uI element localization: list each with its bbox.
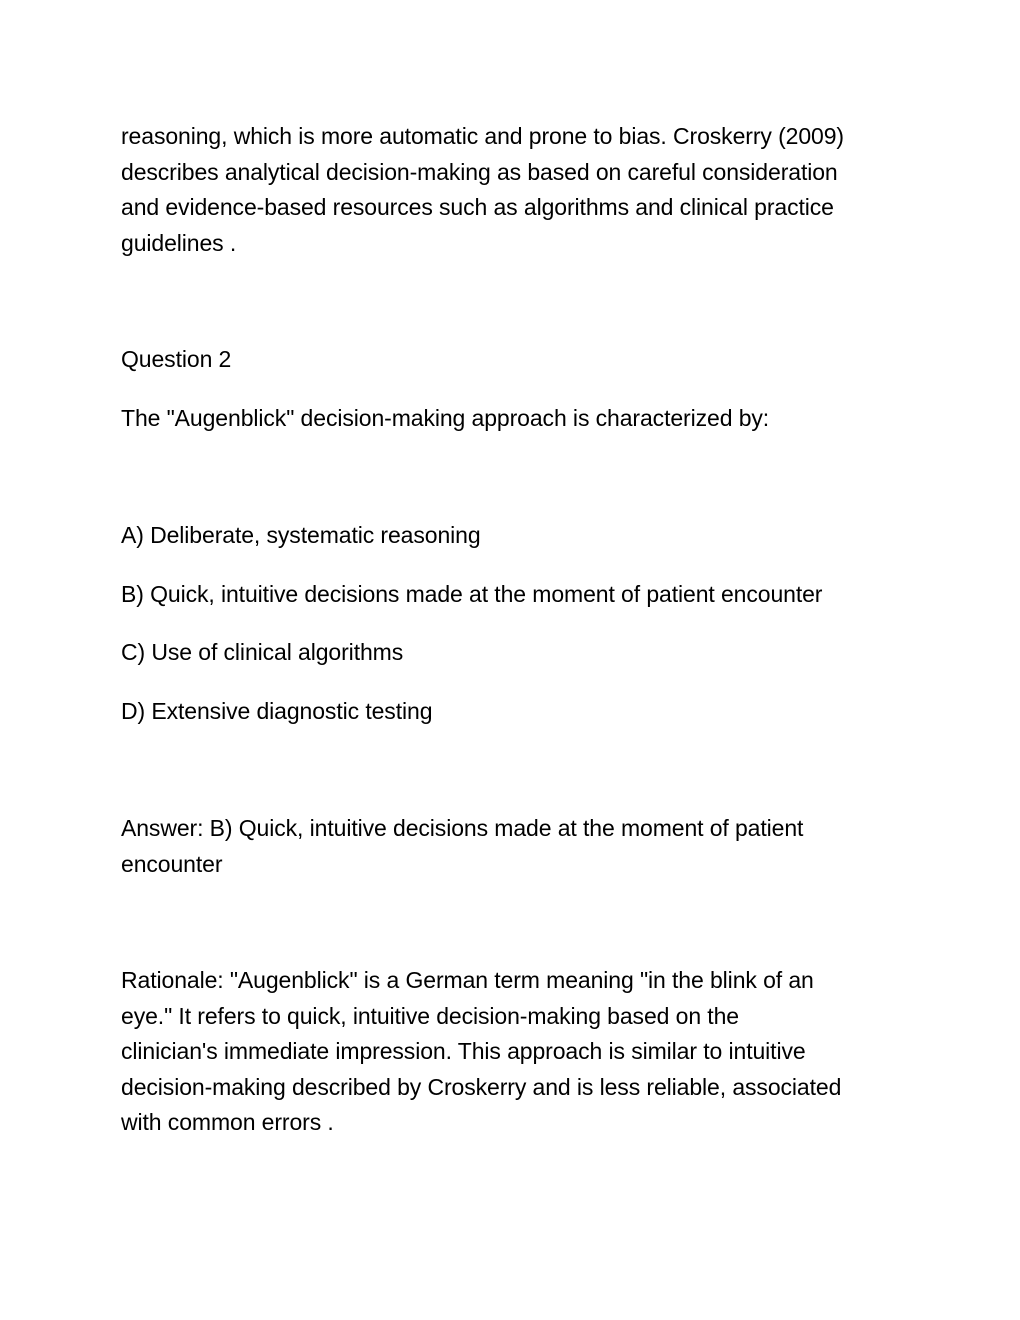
rationale-line: decision-making described by Croskerry and is less reliable, associated: [121, 1073, 842, 1100]
paragraph-line: describes analytical decision-making as based on careful consideration: [121, 158, 838, 185]
option-b: B) Quick, intuitive decisions made at the moment of patient encounter: [121, 581, 823, 607]
paragraph-line: and evidence-based resources such as algorithms and clinical practice: [121, 194, 834, 220]
continuation-paragraph: [121, 119, 901, 261]
question-text: The "Augenblick" decision-making approach is characterized by:: [121, 405, 770, 431]
paragraph-line: guidelines .: [121, 229, 237, 256]
answer-line: Answer: B) Quick, intuitive decisions made at the moment of patient: [121, 815, 804, 841]
option-a: A) Deliberate, systematic reasoning: [121, 522, 481, 548]
rationale-paragraph: [121, 963, 901, 1141]
rationale-line: Rationale: "Augenblick" is a German term meaning "in the blink of an: [121, 967, 814, 993]
rationale-line: with common errors .: [121, 1109, 334, 1135]
rationale-line: eye." It refers to quick, intuitive decision-making based on the: [121, 1002, 739, 1029]
option-c: C) Use of clinical algorithms: [121, 639, 404, 665]
question-heading: Question 2: [121, 346, 232, 372]
answer-paragraph: [121, 811, 901, 882]
paragraph-line: reasoning, which is more automatic and prone to bias. Croskerry (2009): [121, 123, 844, 149]
option-d: D) Extensive diagnostic testing: [121, 698, 433, 724]
answer-line: encounter: [121, 850, 223, 877]
rationale-line: clinician's immediate impression. This approach is similar to intuitive: [121, 1038, 806, 1064]
